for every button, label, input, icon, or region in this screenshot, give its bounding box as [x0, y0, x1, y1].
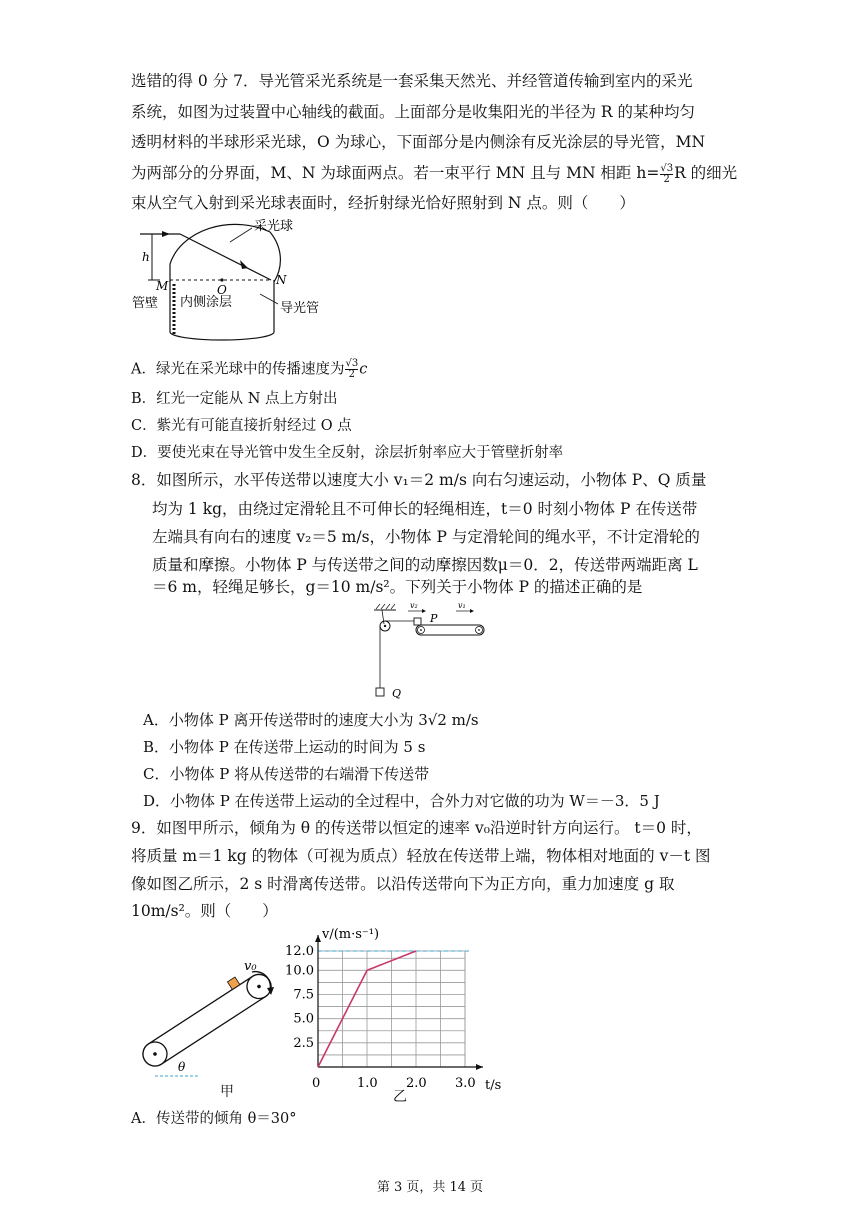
- refracted-arrow: [240, 260, 248, 269]
- chart-axes: [315, 935, 483, 1070]
- caption-jia: 甲: [220, 1084, 234, 1100]
- label-ball: 采光球: [254, 219, 294, 234]
- y-tick-label: 12.0: [285, 944, 314, 959]
- q8-option-c: C．小物体 P 将从传送带的右端滑下传送带: [143, 765, 430, 783]
- q8-line-1: 8．如图所示，水平传送带以速度大小 v₁＝2 m/s 向右匀速运动，小物体 P、Q 质量: [131, 471, 707, 489]
- q9-line-1: 9．如图甲所示，倾角为 θ 的传送带以恒定的速率 v₀沿逆时针方向运行。 t＝0 时，: [131, 819, 702, 837]
- q8-option-d: D．小物体 P 在传送带上运动的全过程中，合外力对它做的功为 W＝－3．5 J: [143, 792, 660, 810]
- q7-option-a-fraction: [345, 359, 358, 380]
- q9-option-a: A．传送带的倾角 θ＝30°: [131, 1111, 297, 1127]
- x-tick-label: 3.0: [455, 1076, 476, 1091]
- q7-line-4: [131, 163, 737, 185]
- incline-belt: [133, 962, 275, 1070]
- object-block: [227, 977, 239, 989]
- conveyor-belt: [416, 625, 484, 635]
- q7-option-a-text: A．绿光在采光球中的传播速度为: [131, 361, 345, 378]
- label-M: M: [156, 279, 169, 293]
- q7-figure: [130, 214, 350, 339]
- q7-option-a-num: √3: [345, 358, 359, 369]
- q8-line-3: 左端具有向右的速度 v₂＝5 m/s，小物体 P 与定滑轮间的绳水平，不计定滑轮的: [152, 528, 700, 546]
- q7-line-2: 系统，如图为过装置中心轴线的截面。上面部分是收集阳光的半径为 R 的某种均匀: [131, 103, 696, 121]
- x-tick-label: 0: [312, 1076, 321, 1091]
- q8-option-a: A．小物体 P 离开传送带时的速度大小为 3√2 m/s: [143, 711, 479, 729]
- refracted-ray: [180, 234, 271, 280]
- q8-line-4: 质量和摩擦。小物体 P 与传送带之间的动摩擦因数μ＝0．2，传送带两端距离 L: [152, 556, 698, 574]
- label-theta: θ: [178, 1060, 186, 1074]
- q7-line-3: 透明材料的半球形采光球，O 为球心，下面部分是内侧涂有反光涂层的导光管，MN: [131, 133, 706, 151]
- label-wall: 管壁: [132, 296, 159, 311]
- q7-option-a-den: 2: [348, 369, 356, 380]
- chart-grid: [318, 951, 469, 1067]
- q8-line-2: 均为 1 kg，由绕过定滑轮且不可伸长的轻绳相连，t＝0 时刻小物体 P 在传送带: [152, 500, 698, 518]
- label-O: O: [217, 283, 227, 297]
- label-P: P: [430, 612, 438, 625]
- q9-figure-jia: [130, 950, 290, 1080]
- q8-line-5: ＝6 m，轻绳足够长，g＝10 m/s²。下列关于小物体 P 的描述正确的是: [152, 578, 643, 596]
- caption-yi: 乙: [393, 1089, 407, 1105]
- label-tube: 导光管: [280, 301, 320, 316]
- label-Q: Q: [392, 687, 402, 700]
- q7-option-c: C．紫光有可能直接折射经过 O 点: [131, 418, 352, 434]
- q7-option-a: [131, 359, 367, 380]
- q7-frac-num: √3: [660, 162, 674, 174]
- y-tick-label: 2.5: [293, 1035, 314, 1051]
- q9-line-3: 像如图乙所示，2 s 时滑离传送带。以沿传送带向下为正方向，重力加速度 g 取: [131, 875, 675, 893]
- label-h: h: [142, 250, 150, 264]
- q7-line-5: 束从空气入射到采光球表面时，经折射绿光恰好照射到 N 点。则（ ）: [131, 194, 635, 212]
- q8-figure: [372, 600, 490, 702]
- q9-line-4: 10m/s²。则（ ）: [131, 902, 278, 920]
- q7-option-b: B．红光一定能从 N 点上方射出: [131, 391, 338, 407]
- center-O: [220, 278, 223, 281]
- q9-vt-chart: [285, 922, 515, 1097]
- page-footer: 第 3 页，共 14 页: [376, 1180, 484, 1195]
- q7-option-a-c: c: [359, 361, 368, 378]
- q7-line-4a: 为两部分的分界面，M、N 为球面两点。若一束平行 MN 且与 MN 相距 h=: [131, 164, 660, 182]
- label-v1: v₁: [458, 601, 466, 610]
- block-P: [414, 618, 421, 625]
- x-tick-label: 1.0: [357, 1076, 378, 1091]
- label-v2: v₂: [410, 601, 418, 610]
- q7-option-d: D．要使光束在导光管中发生全反射，涂层折射率应大于管壁折射率: [131, 445, 564, 461]
- y-axis-arrow: [315, 935, 321, 942]
- x-axis-label: t/s: [485, 1078, 502, 1093]
- y-tick-label: 5.0: [293, 1011, 314, 1027]
- y-axis-label: v/(m·s⁻¹): [322, 927, 380, 942]
- label-v0: v₀: [244, 959, 257, 974]
- x-tick-label: 2.0: [406, 1076, 427, 1091]
- q7-frac-den: 2: [663, 173, 670, 185]
- block-Q: [376, 688, 384, 696]
- chart-ticks: [285, 944, 476, 1091]
- x-axis-arrow: [476, 1064, 483, 1070]
- q9-line-2: 将质量 m＝1 kg 的物体（可视为质点）轻放在传送带上端，物体相对地面的 v－t 图: [131, 847, 711, 865]
- q7-fraction: [660, 164, 673, 185]
- q8-option-b: B．小物体 P 在传送带上运动的时间为 5 s: [143, 738, 426, 756]
- q7-line-1: 选错的得 0 分 7．导光管采光系统是一套采集天然光、并经管道传输到室内的采光: [131, 72, 693, 90]
- y-tick-label: 7.5: [293, 987, 314, 1003]
- label-N: N: [276, 273, 287, 287]
- y-tick-label: 10.0: [285, 963, 314, 979]
- q7-line-4b: R 的细光: [674, 164, 738, 182]
- ray-arrow: [162, 231, 170, 237]
- label-coating: 内侧涂层: [180, 295, 233, 310]
